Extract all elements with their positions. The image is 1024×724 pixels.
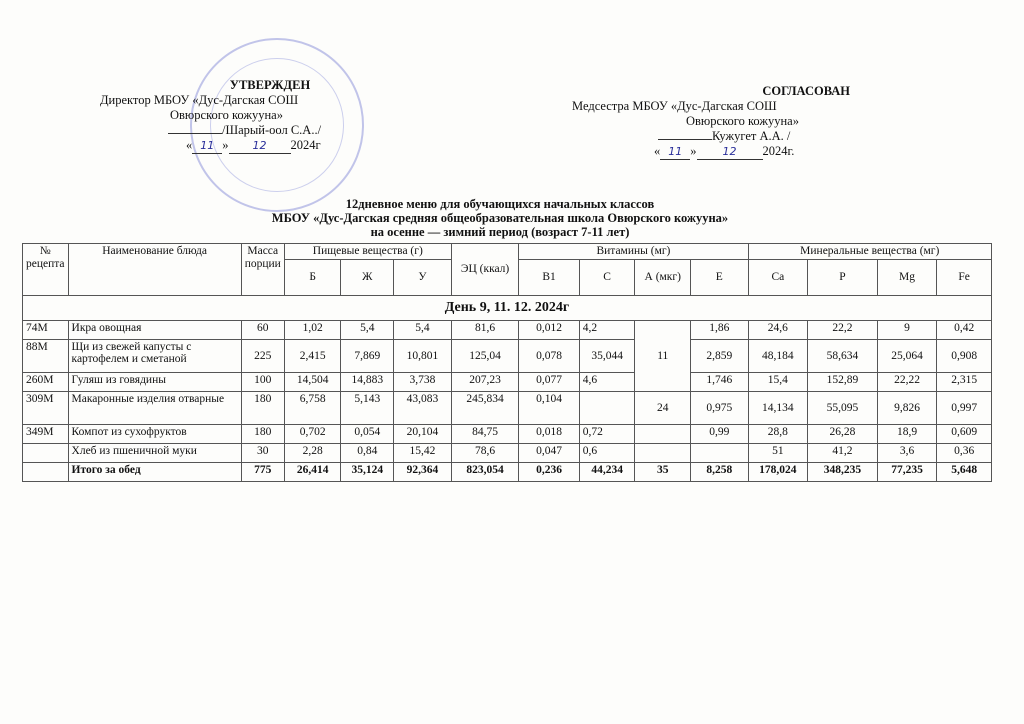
header-dish-name: Наименование блюда: [68, 244, 241, 296]
header-recipe: № рецепта: [23, 244, 69, 296]
cell-mass: 775: [241, 463, 284, 482]
approval-left-month: 12: [229, 138, 291, 154]
cell-b: 26,414: [284, 463, 341, 482]
cell-code: [23, 463, 69, 482]
cell-ca: 24,6: [748, 321, 808, 340]
header-zh: Ж: [341, 260, 394, 296]
cell-b1: 0,236: [519, 463, 579, 482]
cell-energy: 245,834: [451, 392, 519, 425]
approval-left-block: [100, 78, 400, 154]
header-mg: Mg: [877, 260, 937, 296]
cell-fe: 0,36: [937, 444, 992, 463]
cell-u: 10,801: [394, 340, 452, 373]
cell-b: 1,02: [284, 321, 341, 340]
cell-u: 92,364: [394, 463, 452, 482]
cell-mass: 180: [241, 425, 284, 444]
cell-ca: 15,4: [748, 373, 808, 392]
total-row: [23, 463, 992, 482]
cell-dish-name: Щи из свежей капусты с картофелем и сметаной: [68, 340, 241, 373]
cell-ca: 48,184: [748, 340, 808, 373]
day-label: День 9, 11. 12. 2024г: [23, 296, 992, 321]
header-u: У: [394, 260, 452, 296]
approval-left-signature-line: [100, 123, 400, 138]
cell-b: 2,415: [284, 340, 341, 373]
header-b1: В1: [519, 260, 579, 296]
cell-fe: 2,315: [937, 373, 992, 392]
cell-c: 35,044: [579, 340, 635, 373]
header-c: С: [579, 260, 635, 296]
heading-line-3: на осенне — зимний период (возраст 7-11 лет): [370, 225, 630, 239]
cell-e: 1,86: [691, 321, 749, 340]
cell-total-label: Итого за обед: [68, 463, 241, 482]
cell-b: 6,758: [284, 392, 341, 425]
approval-right-day: 11: [660, 144, 690, 160]
cell-b1: 0,012: [519, 321, 579, 340]
cell-dish-name: Компот из сухофруктов: [68, 425, 241, 444]
menu-heading: [0, 197, 1000, 239]
cell-b1: 0,104: [519, 392, 579, 425]
cell-a: 24: [635, 392, 691, 425]
cell-fe: 5,648: [937, 463, 992, 482]
header-fe: Fe: [937, 260, 992, 296]
cell-energy: 84,75: [451, 425, 519, 444]
cell-mg: 77,235: [877, 463, 937, 482]
cell-b: 14,504: [284, 373, 341, 392]
cell-fe: 0,997: [937, 392, 992, 425]
cell-mass: 225: [241, 340, 284, 373]
approval-left-district: Овюрского кожууна»: [170, 108, 283, 122]
approval-left-position: Директор МБОУ «Дус-Дагская СОШ: [100, 93, 299, 107]
header-energy: ЭЦ (ккал): [451, 244, 519, 296]
approval-right-month: 12: [697, 144, 763, 160]
cell-p: 41,2: [808, 444, 878, 463]
cell-p: 26,28: [808, 425, 878, 444]
cell-code: [23, 444, 69, 463]
cell-e: 0,99: [691, 425, 749, 444]
cell-energy: 125,04: [451, 340, 519, 373]
cell-u: 15,42: [394, 444, 452, 463]
menu-table: [22, 243, 992, 482]
header-ca: Ca: [748, 260, 808, 296]
header-mass: Масса порции: [241, 244, 284, 296]
cell-b: 2,28: [284, 444, 341, 463]
cell-c: 44,234: [579, 463, 635, 482]
cell-zh: 35,124: [341, 463, 394, 482]
cell-c: 4,6: [579, 373, 635, 392]
header-a: А (мкг): [635, 260, 691, 296]
header-vitamins: Витамины (мг): [519, 244, 748, 260]
signature-line: [658, 139, 712, 140]
approval-left-date: [100, 138, 400, 154]
cell-u: 5,4: [394, 321, 452, 340]
cell-fe: 0,908: [937, 340, 992, 373]
cell-code: 349М: [23, 425, 69, 444]
approval-right-name: Кужугет А.А. /: [712, 129, 791, 143]
cell-dish-name: Икра овощная: [68, 321, 241, 340]
cell-code: 88М: [23, 340, 69, 373]
cell-mass: 60: [241, 321, 284, 340]
approval-right-signature-line: [560, 129, 860, 144]
cell-b1: 0,078: [519, 340, 579, 373]
cell-p: 58,634: [808, 340, 878, 373]
cell-c: 0,72: [579, 425, 635, 444]
cell-zh: 5,143: [341, 392, 394, 425]
heading-line-2: МБОУ «Дус-Дагская средняя общеобразовательная школа Овюрского кожууна»: [271, 211, 729, 225]
cell-c: 0,6: [579, 444, 635, 463]
header-e: Е: [691, 260, 749, 296]
date-quote-open: «: [654, 144, 661, 158]
cell-energy: 81,6: [451, 321, 519, 340]
table-row: [23, 373, 992, 392]
cell-mg: 18,9: [877, 425, 937, 444]
header-p: P: [808, 260, 878, 296]
cell-code: 74М: [23, 321, 69, 340]
cell-dish-name: Хлеб из пшеничной муки: [68, 444, 241, 463]
cell-fe: 0,609: [937, 425, 992, 444]
cell-p: 55,095: [808, 392, 878, 425]
cell-a: 35: [635, 463, 691, 482]
approval-right-year: 2024г.: [762, 144, 795, 158]
cell-c: 4,2: [579, 321, 635, 340]
cell-energy: 207,23: [451, 373, 519, 392]
cell-fe: 0,42: [937, 321, 992, 340]
cell-zh: 14,883: [341, 373, 394, 392]
cell-e: 1,746: [691, 373, 749, 392]
date-quote-open: «: [186, 138, 193, 152]
cell-ca: 28,8: [748, 425, 808, 444]
cell-zh: 7,869: [341, 340, 394, 373]
header-b: Б: [284, 260, 341, 296]
cell-b1: 0,018: [519, 425, 579, 444]
cell-ca: 51: [748, 444, 808, 463]
approval-right-title: СОГЛАСОВАН: [762, 84, 850, 98]
cell-zh: 0,054: [341, 425, 394, 444]
cell-mg: 25,064: [877, 340, 937, 373]
cell-b1: 0,077: [519, 373, 579, 392]
cell-c: [579, 392, 635, 425]
table-row: [23, 444, 992, 463]
header-minerals: Минеральные вещества (мг): [748, 244, 991, 260]
cell-code: 309М: [23, 392, 69, 425]
signature-line: [168, 133, 222, 134]
cell-b: 0,702: [284, 425, 341, 444]
approval-right-position: Медсестра МБОУ «Дус-Дагская СОШ: [572, 99, 777, 113]
cell-zh: 5,4: [341, 321, 394, 340]
cell-a: [635, 425, 691, 444]
approval-left-year: 2024г: [290, 138, 321, 152]
heading-line-1: 12дневное меню для обучающихся начальных классов: [345, 197, 655, 211]
cell-ca: 14,134: [748, 392, 808, 425]
cell-u: 43,083: [394, 392, 452, 425]
cell-mass: 30: [241, 444, 284, 463]
cell-e: [691, 444, 749, 463]
cell-p: 152,89: [808, 373, 878, 392]
approval-right-date: [560, 144, 860, 160]
table-row: [23, 392, 992, 425]
cell-mg: 9,826: [877, 392, 937, 425]
table-row: [23, 340, 992, 373]
cell-u: 3,738: [394, 373, 452, 392]
cell-e: 2,859: [691, 340, 749, 373]
approval-left-name: /Шарый-оол С.А../: [222, 123, 322, 137]
approval-right-district: Овюрского кожууна»: [686, 114, 799, 128]
approval-right-block: [560, 84, 860, 160]
cell-a: 11: [635, 321, 691, 392]
cell-b1: 0,047: [519, 444, 579, 463]
cell-u: 20,104: [394, 425, 452, 444]
cell-a: [635, 444, 691, 463]
header-nutrients: Пищевые вещества (г): [284, 244, 451, 260]
cell-e: 0,975: [691, 392, 749, 425]
cell-mass: 180: [241, 392, 284, 425]
cell-dish-name: Гуляш из говядины: [68, 373, 241, 392]
cell-zh: 0,84: [341, 444, 394, 463]
cell-p: 348,235: [808, 463, 878, 482]
cell-mg: 9: [877, 321, 937, 340]
date-quote-close: »: [690, 144, 697, 158]
cell-dish-name: Макаронные изделия отварные: [68, 392, 241, 425]
cell-mg: 3,6: [877, 444, 937, 463]
table-row: [23, 321, 992, 340]
cell-e: 8,258: [691, 463, 749, 482]
approval-left-title: УТВЕРЖДЕН: [229, 78, 311, 92]
cell-energy: 78,6: [451, 444, 519, 463]
date-quote-close: »: [222, 138, 229, 152]
cell-mass: 100: [241, 373, 284, 392]
cell-energy: 823,054: [451, 463, 519, 482]
cell-code: 260М: [23, 373, 69, 392]
approval-left-day: 11: [192, 138, 222, 154]
table-row: [23, 425, 992, 444]
cell-p: 22,2: [808, 321, 878, 340]
cell-ca: 178,024: [748, 463, 808, 482]
cell-mg: 22,22: [877, 373, 937, 392]
